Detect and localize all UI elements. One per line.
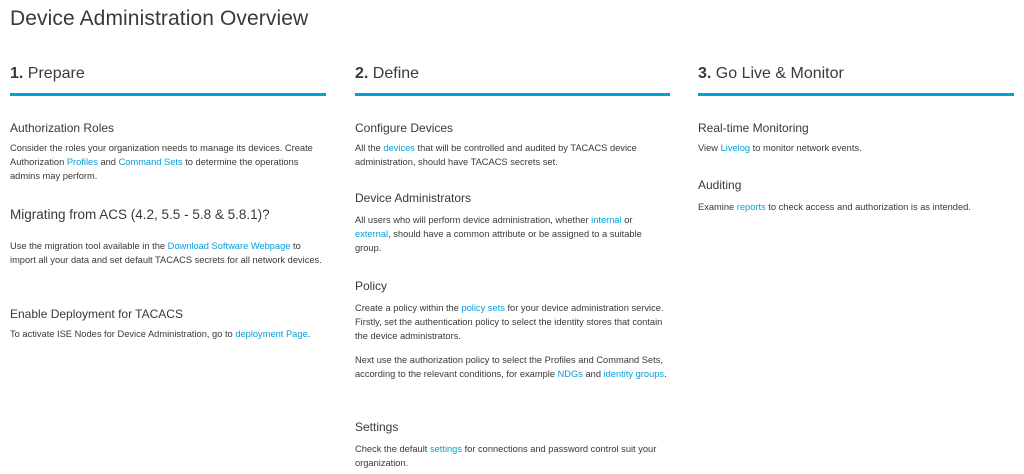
settings-link[interactable]: settings [429,444,462,454]
section-heading: Enable Deployment for TACACS [10,307,183,321]
text: Consider the roles your organization needs to manage its devices. Create Authorization [10,143,313,167]
profiles-link[interactable]: Profiles [66,157,98,167]
text: To activate ISE Nodes for Device Administration, go to [10,329,236,339]
section-auditing [698,178,1014,214]
reports-link[interactable]: reports [736,202,766,212]
section-text [355,301,670,343]
section-heading: Authorization Roles [10,121,115,135]
column-title [698,63,1014,85]
text: Check the default [355,444,430,454]
download-software-webpage-link[interactable]: Download Software Webpage [167,241,291,251]
section-heading: Configure Devices [355,121,454,135]
column-divider [10,93,326,96]
section-text [698,200,1014,214]
section-device-administrators [355,191,670,255]
text: . [664,369,667,379]
step-title: Define [372,65,420,82]
text: Next use the authorization policy to select the Profiles and Command Sets, according to the relevant conditions, for example [355,355,663,379]
step-number: 2. [355,65,369,82]
step-number: 1. [10,65,24,82]
external-link[interactable]: external [355,229,389,239]
text: View [698,143,721,153]
section-text-2 [355,353,670,381]
text: Examine [698,202,737,212]
text: All users who will perform device administration, whether [355,215,592,225]
section-heading: Device Administrators [355,191,472,205]
command-sets-link[interactable]: Command Sets [118,157,183,167]
text: to check access and authorization is as intended. [765,202,971,212]
text: and [97,157,119,167]
section-heading: Settings [355,420,399,434]
section-text [698,141,1014,155]
text: Create a policy within the [355,303,462,313]
text: for your device administration service. Firstly, set the authentication policy to select the identity stores that contain the device administrators. [355,303,664,341]
section-text [10,327,326,341]
devices-link[interactable]: devices [383,143,415,153]
text: to import all your data and set default TACACS secrets for all network devices. [10,241,322,265]
section-policy [355,279,670,381]
section-migrating-acs [10,206,326,267]
section-text [355,213,670,255]
section-text [10,141,326,183]
text: . [307,329,311,339]
text: Use the migration tool available in the [10,241,168,251]
section-configure-devices [355,121,670,169]
text: that will be controlled and audited by TACACS device administration, should have TACACS secrets set. [355,143,637,167]
step-number: 3. [698,65,712,82]
internal-link[interactable]: internal [591,215,622,225]
policy-sets-link[interactable]: policy sets [461,303,505,313]
text: to monitor network events. [750,143,862,153]
column-prepare [10,63,326,339]
column-define [355,63,670,468]
section-heading: Real-time Monitoring [698,121,809,135]
text: All the [355,143,384,153]
section-heading: Auditing [698,178,742,192]
column-title [355,63,670,85]
section-enable-deployment [10,307,326,341]
text: or [621,215,633,225]
identity-groups-link[interactable]: identity groups [603,369,665,379]
column-go-live-monitor [698,63,1014,212]
deployment-page-link[interactable]: deployment Page [235,329,308,339]
section-real-time-monitoring [698,121,1014,155]
step-title: Go Live & Monitor [715,65,844,82]
step-title: Prepare [27,65,85,82]
ndgs-link[interactable]: NDGs [557,369,583,379]
section-heading: Migrating from ACS (4.2, 5.5 - 5.8 & 5.8.1)? [10,207,270,222]
livelog-link[interactable]: Livelog [720,143,751,153]
section-heading: Policy [355,279,388,293]
section-authorization-roles [10,121,326,183]
column-divider [698,93,1014,96]
text: to determine the operations admins may perform. [10,157,299,181]
text: , should have a common attribute or be assigned to a suitable group. [355,229,642,253]
section-text [355,442,670,470]
section-settings [355,420,670,470]
column-divider [355,93,670,96]
section-text [355,141,670,169]
text: for connections and password control suit your organization. [355,444,657,468]
section-text [10,239,326,267]
page-title: Device Administration Overview [10,7,309,30]
column-title [10,63,326,85]
text: and [582,369,604,379]
